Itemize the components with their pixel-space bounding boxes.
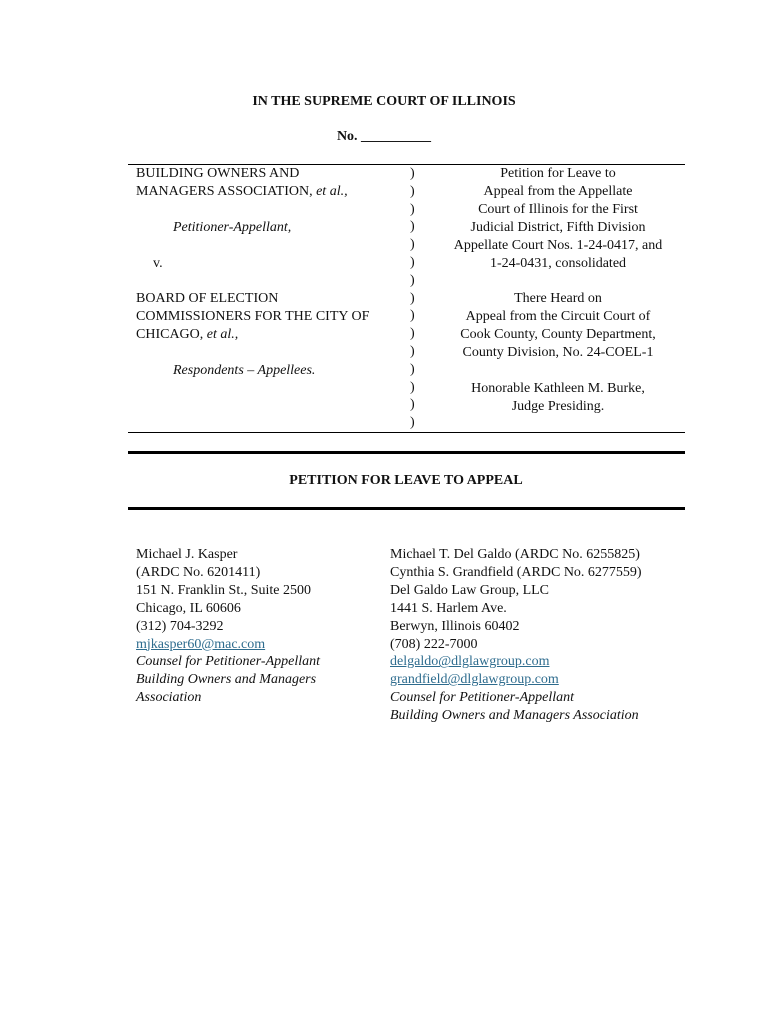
heard-info: There Heard on Appeal from the Circuit Court of Cook County, County Department, County Division, No. 24-COEL-1 [460, 291, 656, 360]
email-link-kasper[interactable]: mjkasper60@mac.com [136, 636, 266, 652]
petitioner-role: Petitioner-Appellant, [173, 220, 292, 235]
email-link-delgaldo[interactable]: delgaldo@dlglawgroup.com [390, 654, 550, 670]
caption-parens: ) ) ) ) ) ) ) ) ) ) ) ) ) ) ) [410, 166, 415, 431]
counsel-right: Michael T. Del Galdo (ARDC No. 6255825) Cynthia S. Grandfield (ARDC No. 6277559) Del Galdo Law Group, LLC 1441 S. Harlem Ave. Berwyn, Illinois 60402 (708) 222-7000 delgaldo@dlglawgroup.com grandfield@dlglawgroup.com Counsel for Petitioner-Appellant Building Owners and Managers Association [390, 547, 642, 724]
court-heading: IN THE SUPREME COURT OF ILLINOIS [252, 94, 516, 109]
title-top-rule [128, 451, 685, 454]
respondent-role: Respondents – Appellees. [173, 363, 316, 378]
petitioner-line-2: MANAGERS ASSOCIATION, et al., [136, 184, 348, 199]
judge-info: Honorable Kathleen M. Burke, Judge Presiding. [471, 381, 645, 414]
petitioner-line-1: BUILDING OWNERS AND [136, 166, 300, 181]
petition-title: PETITION FOR LEAVE TO APPEAL [289, 473, 523, 488]
respondent-line-1: BOARD OF ELECTION [136, 291, 279, 306]
respondent-line-3: CHICAGO, et al., [136, 327, 239, 342]
email-link-grandfield[interactable]: grandfield@dlglawgroup.com [390, 672, 559, 688]
respondent-line-2: COMMISSIONERS FOR THE CITY OF [136, 309, 370, 324]
versus: v. [153, 256, 163, 271]
appeal-info: Petition for Leave to Appeal from the Appellate Court of Illinois for the First Judicial District, Fifth Division Appellate Court Nos. 1-24-0417, and 1-24-0431, consolidated [453, 166, 663, 271]
case-number: No. __________ [336, 129, 432, 144]
counsel-left: Michael J. Kasper (ARDC No. 6201411) 151 N. Franklin St., Suite 2500 Chicago, IL 60606 (312) 704-3292 mjkasper60@mac.com Counsel for Petitioner-Appellant Building Owners and Managers Association [136, 547, 321, 706]
caption-bottom-rule [128, 432, 685, 433]
title-bottom-rule [128, 507, 685, 510]
